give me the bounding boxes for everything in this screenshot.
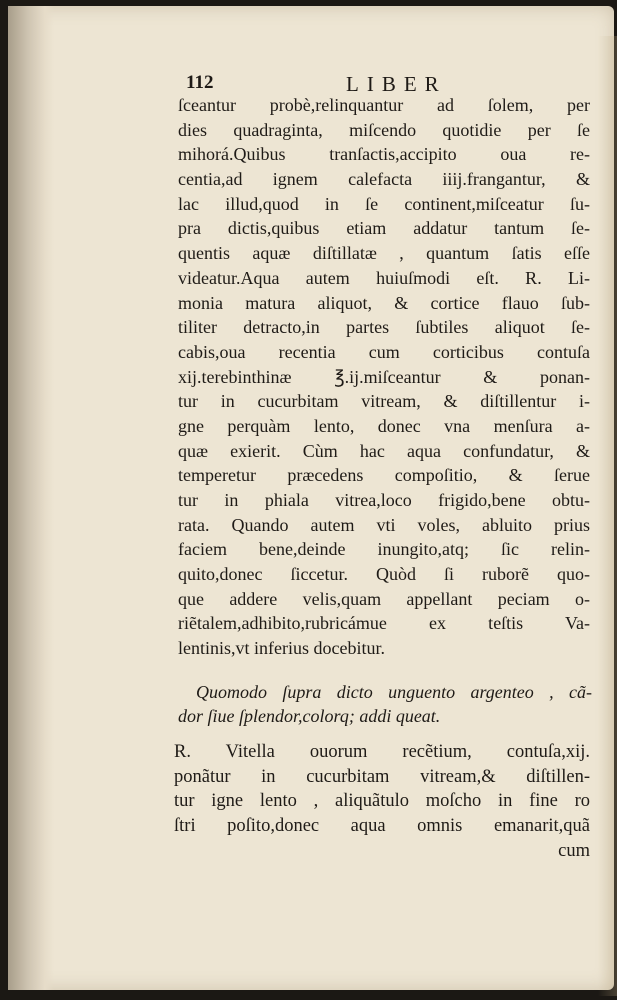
text-line: riẽtalem,adhibito,rubricámue ex teſtis Va- [178, 613, 590, 634]
text-line: mihorá.Quibus tranſactis,accipito oua re- [178, 144, 590, 165]
text-line: dies quadraginta, miſcendo quotidie per ſe [178, 119, 590, 140]
text-line: centia,ad ignem calefacta iiij.frangantur, & [178, 169, 590, 190]
page-gutter-shadow [8, 6, 54, 990]
page-edge-stain [598, 36, 617, 996]
text-line: ſceantur probè,relinquantur ad ſolem, per [178, 95, 590, 115]
text-line: lentinis,vt inferius docebitur. [178, 638, 385, 659]
page-number: 112 [186, 72, 214, 93]
running-head: LIBER [346, 72, 447, 96]
text-line: temperetur præcedens compoſitio, & ſerue [178, 465, 590, 486]
text-line: tiliter detracto,in partes ſubtiles aliquot ſe- [178, 317, 590, 338]
text-line: tur in cucurbitam vitream, & diſtillentur i- [178, 391, 590, 412]
text-line: que addere velis,quam appellant peciam o- [178, 588, 590, 609]
text-line: videatur.Aqua autem huiuſmodi eſt. R. Li- [178, 267, 590, 288]
section-heading [178, 680, 592, 728]
heading-line: Quomodo ſupra dicto unguento argenteo , cã- [196, 682, 592, 702]
recipe-text [174, 740, 590, 863]
recipe-line: tur igne lento , aliquãtulo moſcho in fine ro [174, 791, 590, 812]
catchword: cum [558, 840, 590, 861]
text-line: pra dictis,quibus etiam addatur tantum ſe- [178, 218, 590, 239]
text-line: xij.terebinthinæ ℥.ij.miſceantur & ponan- [178, 366, 590, 387]
body-text [178, 93, 590, 661]
text-line: quæ exierit. Cùm hac aqua confundatur, & [178, 440, 590, 461]
text-line: tur in phiala vitrea,loco frigido,bene obtu- [178, 490, 590, 510]
recipe-line: R. Vitella ouorum recẽtium, contuſa,xij. [174, 742, 590, 762]
text-line: gne perquàm lento, donec vna menſura a- [178, 415, 590, 436]
recipe-line: ponãtur in cucurbitam vitream,& diſtillen- [174, 766, 590, 787]
text-line: quentis aquæ diſtillatæ , quantum ſatis eſſe [178, 243, 590, 264]
text-line: monia matura aliquot, & cortice flauo ſub- [178, 292, 590, 313]
text-line: lac illud,quod in ſe continent,miſceatur ſu- [178, 193, 590, 214]
recipe-line: ſtri poſito,donec aqua omnis emanarit,quã [174, 816, 590, 837]
text-line: quito,donec ſiccetur. Quòd ſi ruborẽ quo- [178, 564, 590, 585]
text-line: rata. Quando autem vti voles, abluito prius [178, 514, 590, 535]
text-line: faciem bene,deinde inungito,atq; ſic relin- [178, 539, 590, 560]
text-line: cabis,oua recentia cum corticibus contuſa [178, 341, 590, 362]
heading-line: dor ſiue ſplendor,colorq; addi queat. [178, 706, 441, 726]
